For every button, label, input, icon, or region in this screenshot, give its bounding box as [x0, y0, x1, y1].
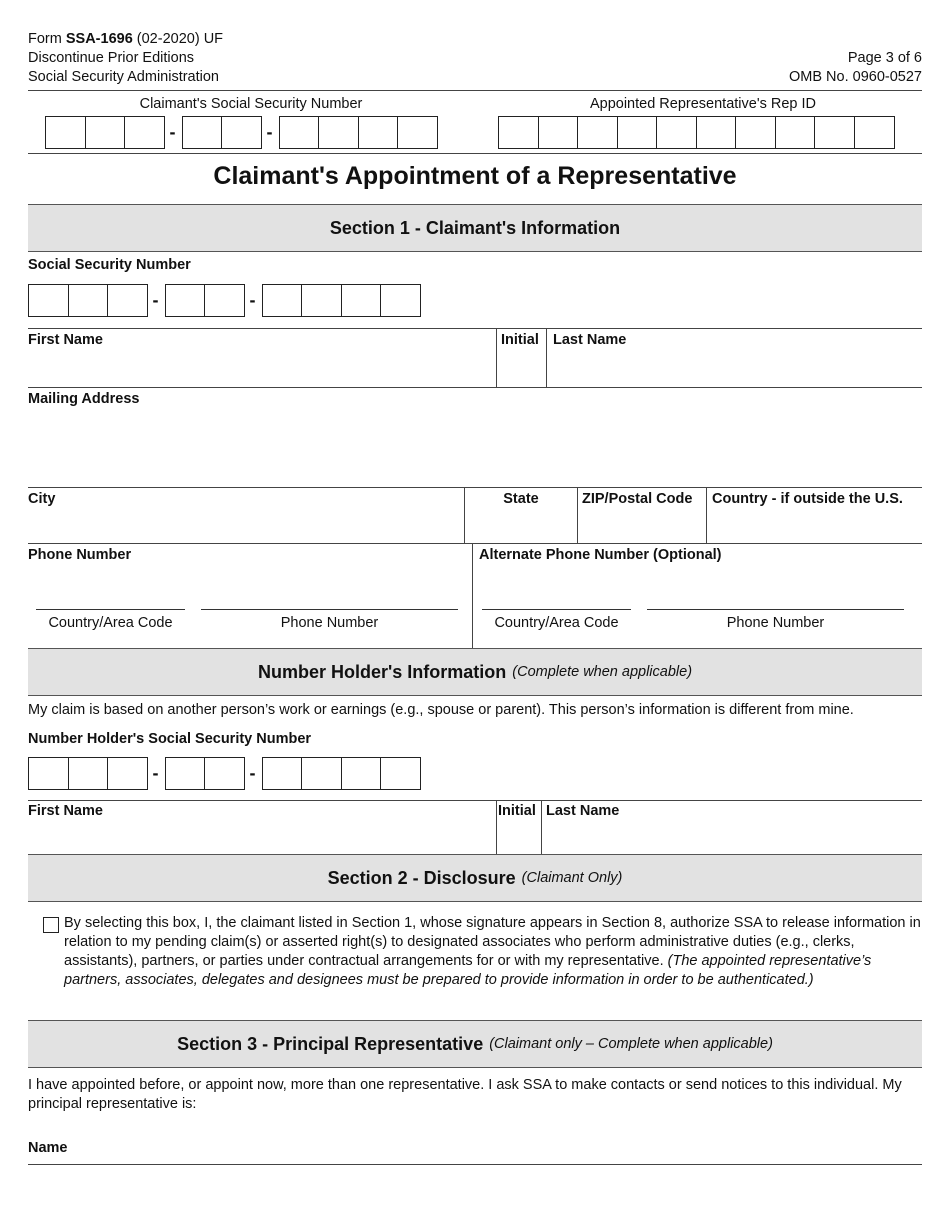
city-row-top-rule [28, 487, 922, 488]
phone-area-code-line[interactable] [36, 609, 185, 610]
holder-initial-divider [496, 800, 497, 855]
initial-divider [496, 328, 497, 388]
claimant-ssn-input[interactable] [28, 284, 420, 317]
omb-number: OMB No. 0960-0527 [789, 69, 922, 85]
number-holder-ssn-label: Number Holder's Social Security Number [28, 731, 312, 747]
mailing-address-field[interactable] [28, 410, 922, 485]
section-1-title: Section 1 - Claimant's Information [329, 217, 621, 238]
number-holder-note: (Complete when applicable) [512, 664, 693, 680]
last-name-divider [546, 328, 547, 388]
ssn-digit-box[interactable] [165, 757, 206, 790]
country-label: Country - if outside the U.S. [712, 491, 903, 507]
rep-id-digit-box[interactable] [854, 116, 895, 149]
holder-last-name-label: Last Name [546, 803, 620, 819]
principal-rep-text: I have appointed before, or appoint now, more than one representative. I ask SSA to make contacts or send notices to this individual. My principal representative is: [28, 1077, 902, 1112]
section-2-title: Section 2 - Disclosure [327, 867, 516, 888]
principal-rep-name-field[interactable] [80, 1136, 922, 1162]
rep-id-digit-box[interactable] [775, 116, 816, 149]
alt-phone-number-caption: Phone Number [726, 615, 825, 631]
header-divider [28, 90, 922, 91]
section-1-heading [28, 204, 922, 252]
ssn-digit-box[interactable] [358, 116, 399, 149]
ssn-digit-box[interactable] [380, 757, 421, 790]
zip-divider [577, 487, 578, 543]
name-row-top-rule [28, 328, 922, 329]
id-strip-divider [28, 153, 922, 154]
alt-phone-label: Alternate Phone Number (Optional) [479, 547, 722, 563]
ssn-digit-box[interactable] [28, 284, 69, 317]
holder-first-name-label: First Name [28, 803, 103, 819]
disclosure-checkbox[interactable] [43, 917, 59, 933]
ssn-digit-box[interactable] [204, 284, 245, 317]
country-divider [706, 487, 707, 543]
section-3-heading [28, 1020, 922, 1068]
phone-number-label: Phone Number [28, 547, 132, 563]
mailing-address-label: Mailing Address [28, 391, 140, 407]
ssn-digit-box[interactable] [85, 116, 126, 149]
form-suffix: (02-2020) UF [132, 31, 224, 47]
holder-last-name-field[interactable] [543, 822, 920, 854]
rep-id-digit-box[interactable] [577, 116, 618, 149]
rep-id-digit-box[interactable] [696, 116, 737, 149]
section-3-title: Section 3 - Principal Representative [177, 1033, 484, 1054]
zip-field[interactable] [579, 510, 705, 542]
ssn-digit-box[interactable] [262, 284, 303, 317]
phone-number-line[interactable] [201, 609, 458, 610]
ssn-digit-box[interactable] [68, 284, 109, 317]
holder-first-name-field[interactable] [28, 822, 494, 854]
page-number: Page 3 of 6 [847, 50, 922, 66]
ssn-digit-box[interactable] [279, 116, 320, 149]
rep-id-digit-box[interactable] [814, 116, 855, 149]
last-name-field[interactable] [548, 350, 920, 386]
claimant-ssn-label: Claimant's Social Security Number [139, 96, 363, 112]
ssn-dash: - [249, 763, 256, 783]
ssn-digit-box[interactable] [182, 116, 223, 149]
ssn-digit-box[interactable] [341, 757, 382, 790]
rep-id-label: Appointed Representative's Rep ID [589, 96, 817, 112]
ssn-digit-box[interactable] [107, 757, 148, 790]
principal-rep-name-label: Name [28, 1140, 68, 1156]
rep-id-digit-box[interactable] [538, 116, 579, 149]
ssn-dash: - [152, 290, 159, 310]
ssn-digit-box[interactable] [301, 284, 342, 317]
initial-field[interactable] [498, 350, 545, 386]
number-holder-title: Number Holder's Information [257, 661, 507, 682]
discontinue-note: Discontinue Prior Editions [28, 50, 195, 66]
ssn-digit-box[interactable] [204, 757, 245, 790]
holder-initial-field[interactable] [498, 822, 540, 854]
phone-number-caption: Phone Number [280, 615, 379, 631]
ssn-digit-box[interactable] [397, 116, 438, 149]
disclosure-italic: (The appointed representative’s partners, associates, delegates and designees must be prepared to provide information in order to be authenticated.) [64, 953, 872, 988]
city-label: City [28, 491, 56, 507]
last-name-label: Last Name [553, 332, 627, 348]
claimant-ssn-top-input[interactable] [45, 116, 437, 149]
form-prefix: Form [28, 31, 66, 47]
ssn-digit-box[interactable] [124, 116, 165, 149]
rep-id-digit-box[interactable] [735, 116, 776, 149]
state-field[interactable] [466, 510, 576, 542]
alt-phone-number-line[interactable] [647, 609, 904, 610]
first-name-field[interactable] [28, 350, 494, 386]
city-field[interactable] [28, 510, 462, 542]
holder-name-row-top-rule [28, 800, 922, 801]
alt-phone-area-code-line[interactable] [482, 609, 631, 610]
rep-id-digit-box[interactable] [617, 116, 658, 149]
zip-label: ZIP/Postal Code [582, 491, 693, 507]
rep-id-input[interactable] [498, 116, 893, 149]
ssn-dash: - [169, 122, 176, 142]
form-identifier [28, 30, 223, 49]
disclosure-body: By selecting this box, I, the claimant listed in Section 1, whose signature appears in Section 8, authorize SSA to release information in relation to my pending claim(s) or asserted right(s) to designated associates who perform administrative duties (e.g., clerks, assistants), partners, or parties under contractual arrangements for or with my representative. [64, 915, 921, 969]
initial-label: Initial [501, 332, 539, 348]
form-number: SSA-1696 [65, 31, 133, 47]
ssn-digit-box[interactable] [301, 757, 342, 790]
disclosure-text [64, 914, 924, 990]
number-holder-intro: My claim is based on another person’s work or earnings (e.g., spouse or parent). This person’s information is different from mine. [28, 702, 854, 718]
ssn-digit-box[interactable] [262, 757, 303, 790]
phone-row-top-rule [28, 543, 922, 544]
country-field[interactable] [708, 510, 920, 542]
state-label: State [503, 491, 539, 507]
ssn-digit-box[interactable] [28, 757, 69, 790]
holder-initial-label: Initial [498, 803, 536, 819]
principal-rep-name-line [28, 1164, 922, 1165]
ssn-digit-box[interactable] [341, 284, 382, 317]
ssn-digit-box[interactable] [165, 284, 206, 317]
number-holder-ssn-input[interactable] [28, 757, 420, 790]
rep-id-digit-box[interactable] [656, 116, 697, 149]
ssn-digit-box[interactable] [380, 284, 421, 317]
ssn-dash: - [266, 122, 273, 142]
section-3-note: (Claimant only – Complete when applicable) [489, 1036, 773, 1052]
ssn-digit-box[interactable] [318, 116, 359, 149]
ssn-dash: - [152, 763, 159, 783]
ssn-dash: - [249, 290, 256, 310]
number-holder-heading [28, 648, 922, 696]
holder-last-name-divider [541, 800, 542, 855]
ssn-label: Social Security Number [28, 257, 191, 273]
page-title: Claimant's Appointment of a Representative [213, 162, 737, 190]
address-top-rule [28, 387, 922, 388]
phone-area-code-caption: Country/Area Code [48, 615, 173, 631]
section-2-note: (Claimant Only) [521, 870, 623, 886]
ssn-digit-box[interactable] [221, 116, 262, 149]
alt-phone-divider [472, 543, 473, 649]
ssn-digit-box[interactable] [107, 284, 148, 317]
first-name-label: First Name [28, 332, 103, 348]
alt-phone-area-code-caption: Country/Area Code [494, 615, 619, 631]
ssn-digit-box[interactable] [68, 757, 109, 790]
rep-id-digit-box[interactable] [498, 116, 539, 149]
section-2-heading [28, 854, 922, 902]
agency-name: Social Security Administration [28, 69, 219, 85]
ssn-digit-box[interactable] [45, 116, 86, 149]
